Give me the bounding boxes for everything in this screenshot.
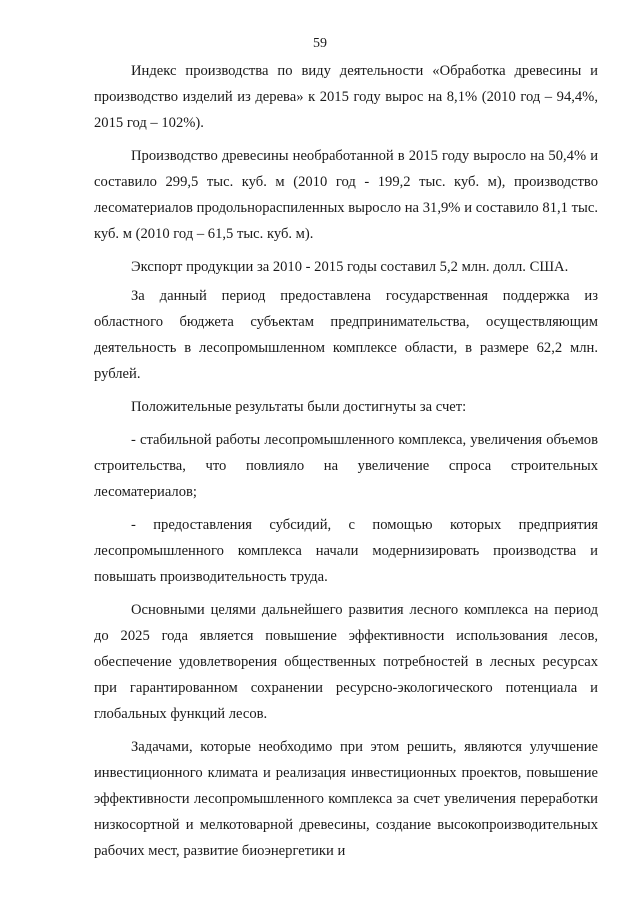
page-number: 59: [313, 36, 327, 51]
paragraph-tasks: Задачами, которые необходимо при этом решить, являются улучшение инвестиционного климата и реализация инвестиционных проектов, повышение эффективности лесопромышленного комплекса за счет увеличения переработки низкосортной и мелкотоварной древесины, создание высокопроизводительных рабочих мест, развитие биоэнергетики и: [94, 739, 598, 859]
paragraph-production-index: Индекс производства по виду деятельности «Обработка древесины и производство изделий из дерева» к 2015 году вырос на 8,1% (2010 год – 94,4%, 2015 год – 102%).: [94, 63, 598, 131]
paragraph-results-intro: Положительные результаты были достигнуты за счет:: [131, 399, 467, 415]
document-body: [94, 58, 598, 871]
paragraph-state-support: За данный период предоставлена государственная поддержка из областного бюджета субъектам предпринимательства, осуществляющим деятельность в лесопромышленном комплексе области, в размере 62,2 млн. рублей.: [94, 288, 598, 382]
paragraph-timber-output: Производство древесины необработанной в 2015 году выросло на 50,4% и составило 299,5 тыс. куб. м (2010 год - 199,2 тыс. куб. м), производство лесоматериалов продольнораспиленных выросло на 31,9% и составило 81,1 тыс. куб. м (2010 год – 61,5 тыс. куб. м).: [94, 148, 598, 242]
list-item-stable-work: - стабильной работы лесопромышленного комплекса, увеличения объемов строительства, что повлияло на увеличение спроса строительных лесоматериалов;: [94, 432, 598, 500]
paragraph-development-goals: Основными целями дальнейшего развития лесного комплекса на период до 2025 года является повышение эффективности использования лесов, обеспечение удовлетворения общественных потребностей в лесных ресурсах при гарантированном сохранении ресурсно-экологического потенциала и глобальных функций лесов.: [94, 602, 598, 722]
paragraph-export: Экспорт продукции за 2010 - 2015 годы составил 5,2 млн. долл. США.: [131, 259, 569, 275]
list-item-subsidies: - предоставления субсидий, с помощью которых предприятия лесопромышленного комплекса начали модернизировать производства и повышать производительность труда.: [94, 517, 598, 585]
